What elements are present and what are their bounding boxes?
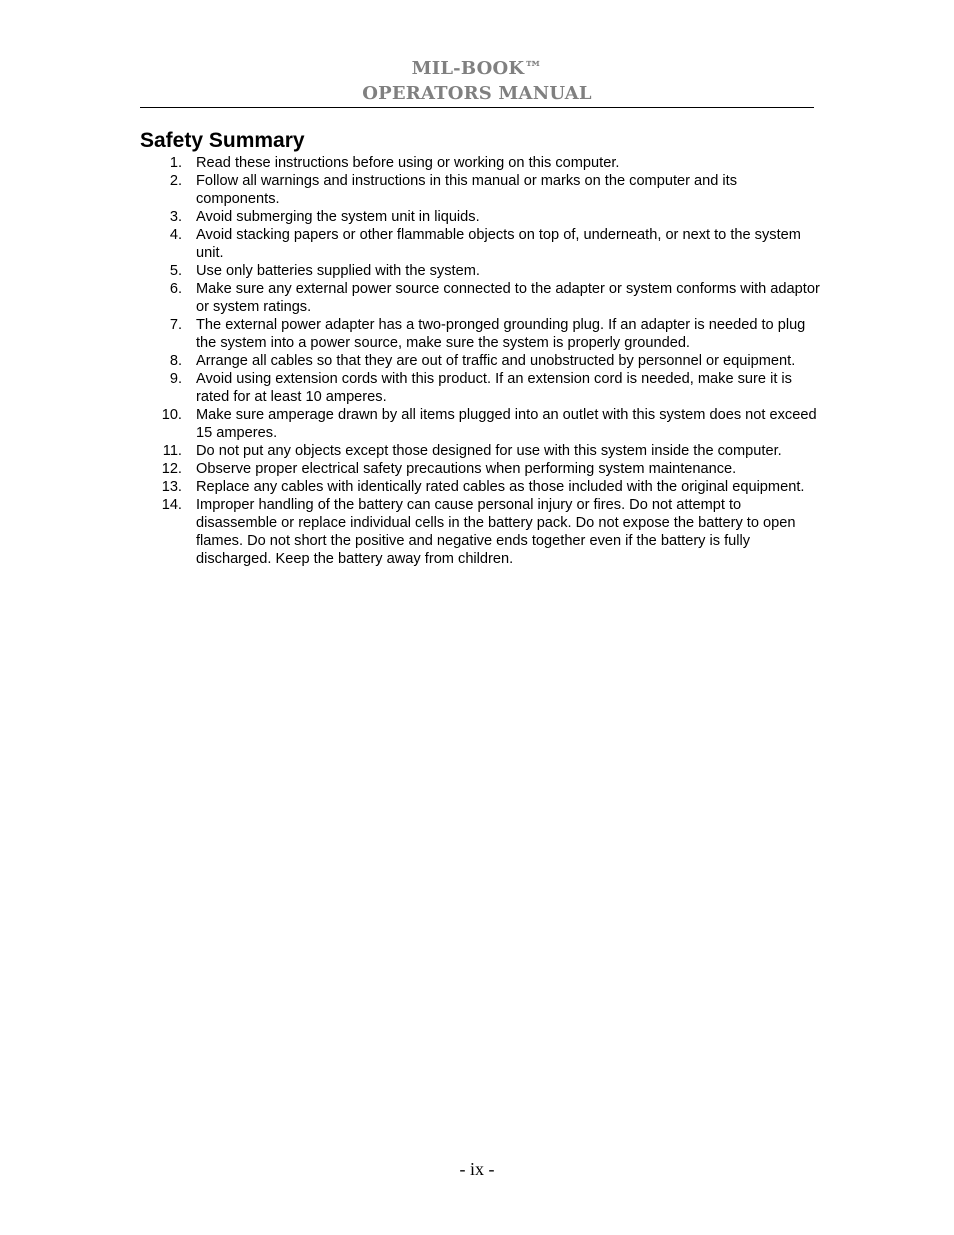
header-divider <box>140 107 814 108</box>
safety-list <box>140 154 820 568</box>
item-number: 1. <box>169 155 182 171</box>
item-text: Observe proper electrical safety precautions when performing system maintenance. <box>196 461 737 477</box>
list-item <box>140 262 820 280</box>
list-item <box>140 442 820 460</box>
item-number: 14. <box>161 497 182 513</box>
item-number: 5. <box>169 263 182 279</box>
page-header <box>140 56 814 106</box>
list-item <box>140 316 820 352</box>
item-text: Use only batteries supplied with the system. <box>196 263 480 279</box>
list-item <box>140 370 820 406</box>
item-number: 4. <box>169 227 182 243</box>
item-number: 10. <box>161 407 182 423</box>
list-item <box>140 406 820 442</box>
item-number: 9. <box>169 371 182 387</box>
list-item <box>140 172 820 208</box>
item-number: 12. <box>161 461 182 477</box>
item-number: 13. <box>161 479 182 495</box>
header-product-name: MIL-BOOK™ <box>411 58 543 79</box>
page-number: - ix - <box>459 1159 495 1179</box>
item-text: Do not put any objects except those designed for use with this system inside the computer. <box>196 443 782 459</box>
list-item <box>140 496 820 568</box>
list-item <box>140 460 820 478</box>
list-item <box>140 280 820 316</box>
list-item <box>140 226 820 262</box>
item-text: Avoid using extension cords with this product. If an extension cord is needed, make sure it is rated for at least 10 amperes. <box>196 371 792 405</box>
item-text: Read these instructions before using or working on this computer. <box>196 155 620 171</box>
item-text: Make sure amperage drawn by all items plugged into an outlet with this system does not exceed 15 amperes. <box>196 407 817 441</box>
list-item <box>140 478 820 496</box>
item-text: Avoid submerging the system unit in liquids. <box>196 209 480 225</box>
item-text: Improper handling of the battery can cause personal injury or fires. Do not attempt to disassemble or replace individual cells in the battery pack. Do not expose the battery to open flames. Do not short the positive and negative ends together even if the battery is fully discharged. Keep the battery away from children. <box>196 497 796 567</box>
list-item <box>140 352 820 370</box>
item-text: Replace any cables with identically rated cables as those included with the original equipment. <box>196 479 805 495</box>
item-text: Follow all warnings and instructions in this manual or marks on the computer and its components. <box>196 173 738 207</box>
section-title: Safety Summary <box>140 129 305 152</box>
item-number: 3. <box>169 209 182 225</box>
item-text: Avoid stacking papers or other flammable objects on top of, underneath, or next to the system unit. <box>196 227 801 261</box>
item-number: 2. <box>169 173 182 189</box>
item-number: 7. <box>169 317 182 333</box>
item-text: The external power adapter has a two-pronged grounding plug. If an adapter is needed to plug the system into a power source, make sure the system is properly grounded. <box>196 317 806 351</box>
header-manual-title: OPERATORS MANUAL <box>362 83 592 104</box>
list-item <box>140 154 820 172</box>
list-item <box>140 208 820 226</box>
item-number: 11. <box>162 443 182 459</box>
item-text: Make sure any external power source connected to the adapter or system conforms with adaptor or system ratings. <box>196 281 820 315</box>
item-number: 6. <box>169 281 182 297</box>
item-number: 8. <box>169 353 182 369</box>
item-text: Arrange all cables so that they are out of traffic and unobstructed by personnel or equipment. <box>196 353 796 369</box>
